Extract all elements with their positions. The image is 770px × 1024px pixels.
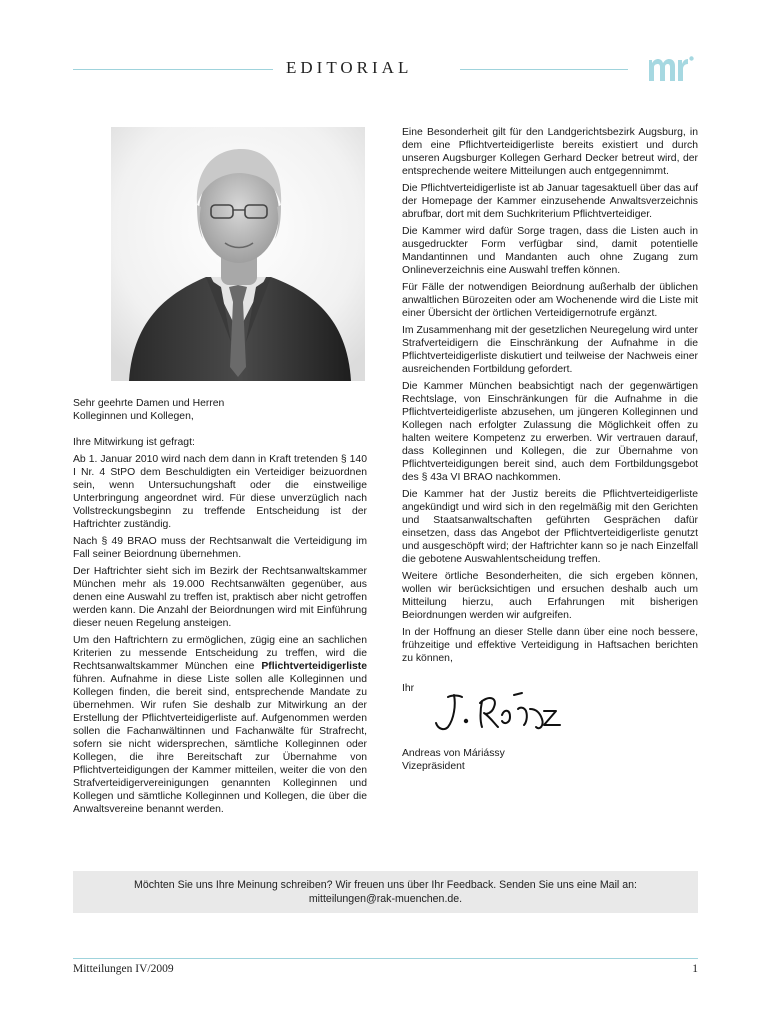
right-paragraph-7: Die Kammer hat der Justiz bereits die Pflichtverteidigerliste angekündigt und wird sich in den regelmäßig mit den Gerichten und Staatsanwaltschaften geführten Gesprächen dafür einsetzen, dass das Angebot der Pflichtverteidigerliste genutzt und ausgeschöpft wird; der Haftrichter kann so je nach Einzelfall die gebotene Auswahlentscheidung treffen. (402, 489, 698, 565)
page-title: EDITORIAL (286, 58, 413, 77)
header-rule-right (460, 69, 628, 70)
right-paragraph-8: Weitere örtliche Besonderheiten, die sich ergeben können, wollen wir berücksichtigen und ersuchen deshalb auch um Mitteilung hierzu, auch Erfahrungen mit bisherigen Beiordnungen werden wir aufgreifen. (402, 571, 698, 621)
signoff (402, 682, 698, 773)
left-paragraph-3: Der Haftrichter sieht sich im Bezirk der Rechtsanwaltskammer München mehr als 19.000 Rechtsanwälten gegenüber, aus denen eine Auswahl zu treffen ist, praktisch aber nicht getroffen werden kann. Die Anzahl der Beiordnungen wird mit Einführung dieser neuen Regelung ansteigen. (73, 566, 367, 629)
right-column (402, 126, 698, 773)
feedback-box (73, 871, 698, 913)
handwritten-signature (432, 687, 572, 739)
greeting-line-1: Sehr geehrte Damen und Herren (73, 398, 225, 409)
feedback-email-link[interactable]: mitteilungen@rak-muenchen.de. (308, 893, 463, 905)
right-paragraph-1: Eine Besonderheit gilt für den Landgerichtsbezirk Augsburg, in dem eine Pflichtverteidigerliste bereits existiert und durch unseren Augsburger Kollegen Gerhard Decker betreut wird, der entsprechende weitere Mitteilungen auch entgegennimmt. (402, 127, 698, 177)
header-rule-left (73, 69, 273, 70)
signer-role: Vizepräsident (402, 761, 465, 772)
left-column (73, 397, 367, 820)
right-paragraph-2: Die Pflichtverteidigerliste ist ab Januar tagesaktuell über das auf der Homepage der Kammer einzusehende Anwaltsverzeichnis abrufbar, dort mit dem Suchkriterium Pflichtverteidiger. (402, 183, 698, 220)
pflichtverteidigerliste-emphasis: Pflichtverteidigerliste (261, 661, 367, 672)
right-paragraph-9: In der Hoffnung an dieser Stelle dann über eine noch bessere, frühzeitige und effektive Verteidigung in Haftsachen berichten zu können, (402, 627, 698, 664)
greeting-line-2: Kolleginnen und Kollegen, (73, 411, 194, 422)
left-paragraph-4-start: Um den Haftrichtern zu ermöglichen, zügig eine an sachlichen Kriterien zu messende Entscheidung zu treffen, wird die Rechtsanwaltskammer München eine (73, 635, 367, 672)
right-paragraph-6: Die Kammer München beabsichtigt nach der gegenwärtigen Rechtslage, von Einschränkungen für die Aufnahme in die Pflichtverteidigerliste abzusehen, um jüngeren Kolleginnen und Kollegen nach erfolgter Zulassung die Möglichkeit offen zu halten weitere Kompetenz zu erwerben. Wir vertrauen darauf, dass Kolleginnen und Kollegen, die zur Übernahme von Pflichtverteidigungen bereit sind, auch dem Fortbildungsgebot des § 43a VI BRAO nachkommen. (402, 381, 698, 483)
left-paragraph-2: Nach § 49 BRAO muss der Rechtsanwalt die Verteidigung im Fall seiner Beiordnung übernehmen. (73, 536, 367, 560)
signer-name: Andreas von Máriássy (402, 748, 505, 759)
closing-word: Ihr (402, 683, 415, 694)
left-paragraph-4-end: führen. Aufnahme in diese Liste sollen alle Kolleginnen und Kollegen finden, die bereit sind, entsprechende Mandate zu übernehmen. Wir rufen Sie deshalb zur Mitwirkung an der Erstellung der Pflichtverteidigerliste auf. Aufgenommen werden sollen die Fachanwältinnen und Fachanwälte für Strafrecht, sofern sie nicht widersprechen, sämtliche Kolleginnen oder Kollegen, die ihre Bereitschaft zur Übernahme von Pflichtverteidigungen der Kammer mitteilen, weiter die von den Strafverteidigervereinigungen genannten Kolleginnen und Kollegen und sämtliche Kolleginnen und Kollegen, die über die Anwaltsvereine benannt werden. (73, 674, 367, 815)
intro-line: Ihre Mitwirkung ist gefragt: (73, 437, 195, 448)
footer-rule (73, 958, 698, 959)
right-paragraph-5: Im Zusammenhang mit der gesetzlichen Neuregelung wird unter Strafverteidigern die Einschränkung der Aufnahme in die Pflichtverteidigerliste diskutiert und teilweise der Nachweis einer ausreichenden Fortbildung gefordert. (402, 325, 698, 375)
footer-publication: Mitteilungen IV/2009 (73, 963, 174, 975)
right-paragraph-3: Die Kammer wird dafür Sorge tragen, dass die Listen auch in ausgedruckter Form verfügbar sind, damit potentielle Mandantinnen und Mandanten auch ohne Zugang zum Onlineverzeichnis eine Auswahl treffen können. (402, 226, 698, 276)
portrait-photo (111, 127, 365, 381)
page-number: 1 (692, 963, 698, 975)
feedback-text: Möchten Sie uns Ihre Meinung schreiben? Wir freuen uns über Ihr Feedback. Senden Sie uns eine Mail an: (134, 879, 637, 891)
mr-logo-icon (647, 54, 695, 82)
left-paragraph-4 (73, 634, 367, 816)
right-paragraph-4: Für Fälle der notwendigen Beiordnung außerhalb der üblichen anwaltlichen Bürozeiten oder am Wochenende wird die Liste mit einer Übersicht der örtlichen Verteidigernotrufe ergänzt. (402, 282, 698, 319)
left-paragraph-1: Ab 1. Januar 2010 wird nach dem dann in Kraft tretenden § 140 I Nr. 4 StPO dem Beschuldigten ein Verteidiger beizuordnen sein, wenn Untersuchungshaft oder die einstweilige Unterbringung angeordnet wird. Für diese unverzüglich nach Vollstreckungsbeginn zu treffende Entscheidung ist der Haftrichter zuständig. (73, 454, 367, 530)
